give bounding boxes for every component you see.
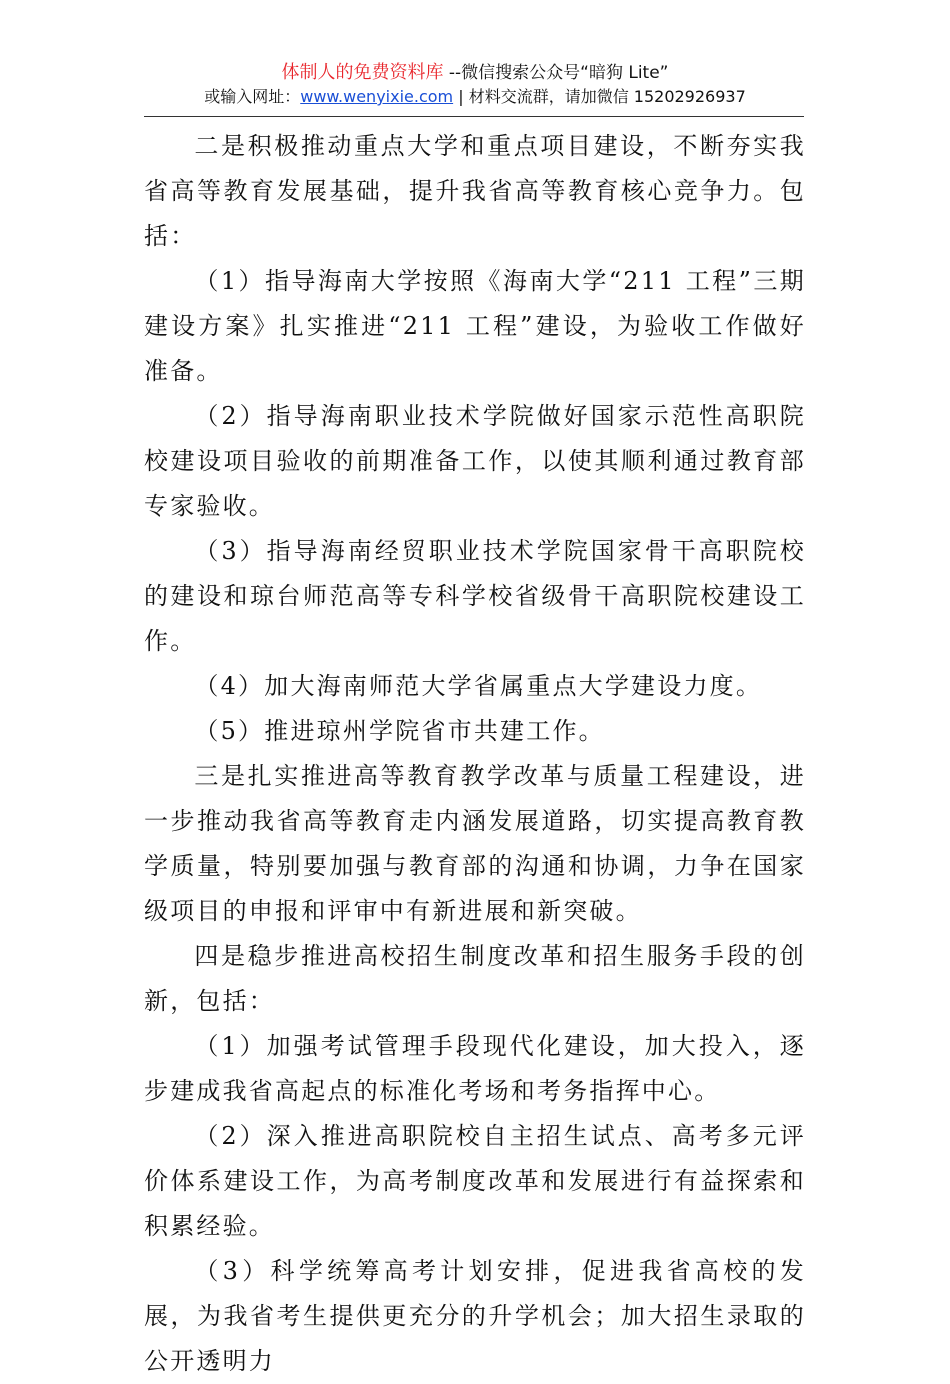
document-body (144, 124, 806, 1384)
header-url-link[interactable]: www.wenyixie.com (300, 87, 454, 106)
header-contact-note: | 材料交流群，请加微信 15202926937 (453, 87, 746, 106)
page-header (0, 62, 950, 108)
paragraph: （1）指导海南大学按照《海南大学“211 工程”三期建设方案》扎实推进“211 工程”建设，为验收工作做好准备。 (144, 267, 806, 385)
header-title-line (0, 62, 950, 84)
paragraph: 二是积极推动重点大学和重点项目建设，不断夯实我省高等教育发展基础，提升我省高等教育核心竞争力。包括： (144, 132, 806, 250)
paragraph: （2）指导海南职业技术学院做好国家示范性高职院校建设项目验收的前期准备工作，以使其顺利通过教育部专家验收。 (144, 402, 806, 520)
paragraph: （3）指导海南经贸职业技术学院国家骨干高职院校的建设和琼台师范高等专科学校省级骨干高职院校建设工作。 (144, 537, 806, 655)
paragraph: （2）深入推进高职院校自主招生试点、高考多元评价体系建设工作，为高考制度改革和发展进行有益探索和积累经验。 (144, 1122, 806, 1240)
header-url-prefix: 或输入网址： (204, 87, 301, 106)
paragraph: 三是扎实推进高等教育教学改革与质量工程建设，进一步推动我省高等教育走内涵发展道路，切实提高教育教学质量，特别要加强与教育部的沟通和协调，力争在国家级项目的申报和评审中有新进展和新突破。 (144, 762, 806, 925)
paragraph: （1）加强考试管理手段现代化建设，加大投入，逐步建成我省高起点的标准化考场和考务指挥中心。 (144, 1032, 806, 1105)
paragraph: 四是稳步推进高校招生制度改革和招生服务手段的创新，包括： (144, 942, 806, 1015)
header-wechat-note: --微信搜索公众号“暗狗 Lite” (443, 63, 669, 83)
header-divider (144, 116, 804, 117)
paragraph: （4）加大海南师范大学省属重点大学建设力度。 (194, 672, 763, 700)
header-brand: 体制人的免费资料库 (281, 62, 444, 83)
header-contact-line (0, 86, 950, 108)
paragraph: （5）推进琼州学院省市共建工作。 (194, 717, 605, 745)
paragraph: （3）科学统筹高考计划安排，促进我省高校的发展，为我省考生提供更充分的升学机会；加大招生录取的公开透明力 (144, 1257, 806, 1375)
